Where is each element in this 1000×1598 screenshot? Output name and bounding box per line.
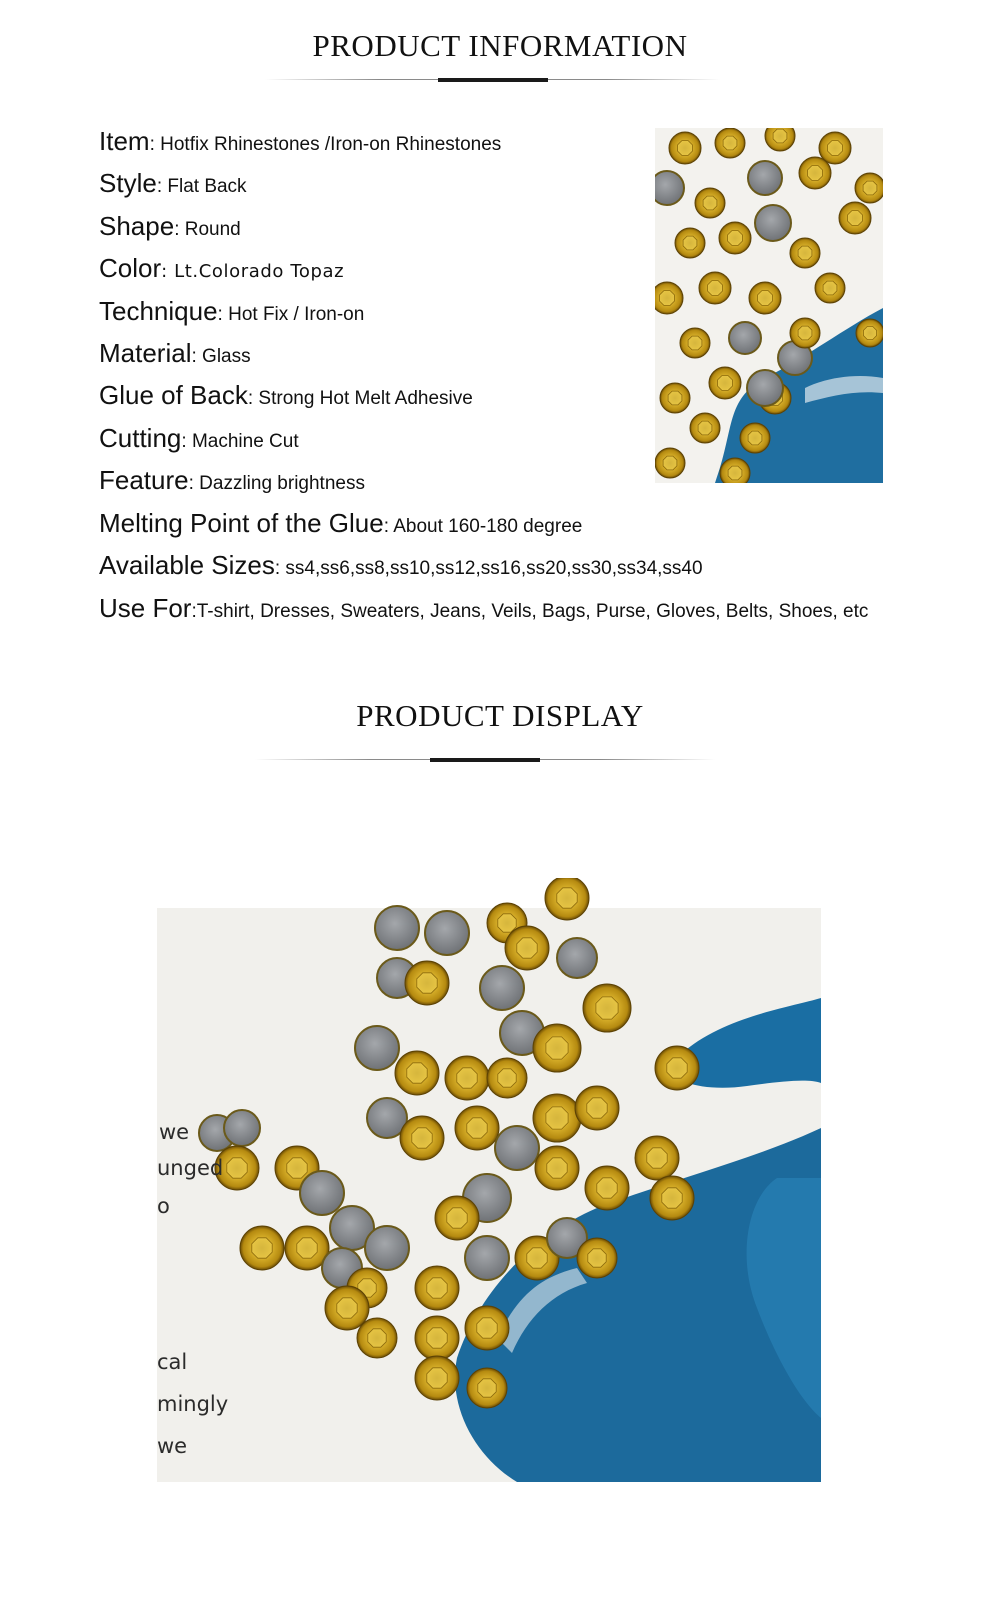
rhinestone-facet: [703, 196, 717, 210]
paper-text: we: [157, 1434, 188, 1458]
spec-key: Shape: [99, 210, 175, 241]
rhinestone-facet: [287, 1158, 307, 1178]
section-divider: [255, 758, 715, 760]
spec-key: Available Sizes: [99, 550, 275, 581]
rhinestone-facet: [668, 391, 682, 405]
rhinestone-back: [355, 1026, 399, 1070]
rhinestone-facet: [808, 166, 823, 181]
rhinestone-facet: [663, 456, 677, 470]
rhinestone-facet: [823, 281, 837, 295]
rhinestone-facet: [748, 431, 762, 445]
spec-use-for: [99, 591, 889, 629]
rhinestone-facet: [478, 1379, 496, 1397]
spec-key: Material: [99, 338, 192, 369]
paper-text: mingly: [157, 1392, 229, 1416]
spec-key: Glue of Back: [99, 380, 248, 411]
rhinestone-back: [655, 171, 684, 205]
rhinestone-facet: [848, 211, 863, 226]
rhinestone-facet: [596, 997, 618, 1019]
rhinestone-facet: [457, 1068, 477, 1088]
rhinestone-facet: [417, 973, 437, 993]
rhinestone-facet: [660, 291, 675, 306]
spec-value: :T-shirt, Dresses, Sweaters, Jeans, Veils, Bags, Purse, Gloves, Belts, Shoes, etc: [191, 601, 869, 623]
rhinestone-back: [747, 370, 783, 406]
rhinestone-facet: [546, 1037, 568, 1059]
spec-value: : Round: [174, 218, 241, 240]
spec-key: Cutting: [99, 422, 182, 453]
rhinestone-facet: [723, 136, 737, 150]
rhinestone-back: [557, 938, 597, 978]
spec-value: : Flat Back: [156, 176, 247, 198]
rhinestone-facet: [597, 1178, 617, 1198]
rhinestone-facet: [427, 1368, 447, 1388]
rhinestone-facet: [678, 141, 693, 156]
spec-value: : Glass: [191, 346, 251, 368]
rhinestone-facet: [297, 1238, 317, 1258]
rhinestone-facet: [728, 231, 743, 246]
rhinestone-facet: [447, 1208, 467, 1228]
rhinestones-illustration-large: [157, 878, 821, 1482]
rhinestone-facet: [758, 291, 773, 306]
rhinestone-back: [748, 161, 782, 195]
rhinestone-back: [729, 322, 761, 354]
spec-key: Use For: [99, 593, 192, 624]
rhinestone-facet: [546, 1107, 568, 1129]
rhinestone-facet: [467, 1118, 487, 1138]
rhinestone-facet: [527, 1248, 547, 1268]
product-photo-large: [157, 878, 821, 1482]
rhinestone-back: [755, 205, 791, 241]
spec-value: : About 160-180 degree: [383, 515, 583, 537]
rhinestone-back: [425, 911, 469, 955]
spec-value: : Strong Hot Melt Adhesive: [247, 388, 473, 410]
rhinestone-facet: [662, 1188, 682, 1208]
rhinestone-facet: [708, 281, 723, 296]
spec-key: Melting Point of the Glue: [99, 507, 384, 538]
rhinestone-facet: [557, 888, 577, 908]
rhinestone-facet: [547, 1158, 567, 1178]
rhinestone-facet: [667, 1058, 687, 1078]
spec-key: Feature: [99, 465, 189, 496]
section-title-product-information: PRODUCT INFORMATION: [312, 28, 688, 63]
rhinestone-facet: [798, 326, 812, 340]
rhinestone-facet: [227, 1158, 247, 1178]
spec-key: Style: [99, 168, 157, 199]
rhinestone-back: [495, 1126, 539, 1170]
rhinestone-facet: [587, 1098, 607, 1118]
paper-text: cal: [157, 1350, 188, 1374]
rhinestone-facet: [517, 938, 537, 958]
rhinestone-facet: [864, 327, 877, 340]
spec-value: : Hotfix Rhinestones /Iron-on Rhinestones: [149, 134, 502, 155]
spec-value: : ss4,ss6,ss8,ss10,ss12,ss16,ss20,ss30,ss34,ss40: [274, 558, 703, 580]
rhinestone-facet: [498, 914, 516, 932]
rhinestone-facet: [427, 1328, 447, 1348]
rhinestone-facet: [698, 421, 712, 435]
rhinestone-back: [224, 1110, 260, 1146]
paper-text: unged: [157, 1156, 224, 1180]
spec-value: : Hot Fix / Iron-on: [217, 303, 365, 325]
rhinestone-back: [300, 1171, 344, 1215]
rhinestones-illustration-small: [655, 128, 883, 483]
rhinestone-facet: [718, 376, 733, 391]
rhinestone-facet: [252, 1238, 272, 1258]
paper-text: o: [157, 1194, 170, 1218]
product-photo-small: [655, 128, 883, 483]
spec-melting-point: [99, 504, 899, 546]
rhinestone-facet: [728, 466, 742, 480]
rhinestone-facet: [498, 1069, 516, 1087]
rhinestone-back: [465, 1236, 509, 1280]
rhinestone-facet: [863, 181, 877, 195]
spec-value: : Lt.Colorado Topaz: [161, 261, 345, 283]
rhinestone-back: [480, 966, 524, 1010]
rhinestone-facet: [798, 246, 812, 260]
rhinestone-facet: [337, 1298, 357, 1318]
spec-key: Technique: [99, 295, 218, 326]
rhinestone-facet: [412, 1128, 432, 1148]
rhinestone-facet: [477, 1318, 497, 1338]
rhinestone-facet: [427, 1278, 447, 1298]
rhinestone-facet: [368, 1329, 386, 1347]
rhinestone-facet: [773, 129, 787, 143]
section-title-product-display: PRODUCT DISPLAY: [356, 698, 644, 733]
section-divider: [265, 78, 720, 80]
rhinestone-facet: [588, 1249, 606, 1267]
rhinestone-back: [375, 906, 419, 950]
spec-key: Item: [99, 126, 150, 156]
rhinestone-facet: [683, 236, 697, 250]
spec-key: Color: [99, 253, 162, 284]
rhinestone-facet: [407, 1063, 427, 1083]
spec-sizes: [99, 546, 899, 588]
rhinestone-facet: [828, 141, 843, 156]
rhinestone-back: [365, 1226, 409, 1270]
rhinestone-facet: [688, 336, 702, 350]
rhinestone-facet: [647, 1148, 667, 1168]
spec-value: : Machine Cut: [181, 430, 299, 452]
spec-value: : Dazzling brightness: [188, 473, 365, 495]
paper-text: we: [159, 1120, 190, 1144]
